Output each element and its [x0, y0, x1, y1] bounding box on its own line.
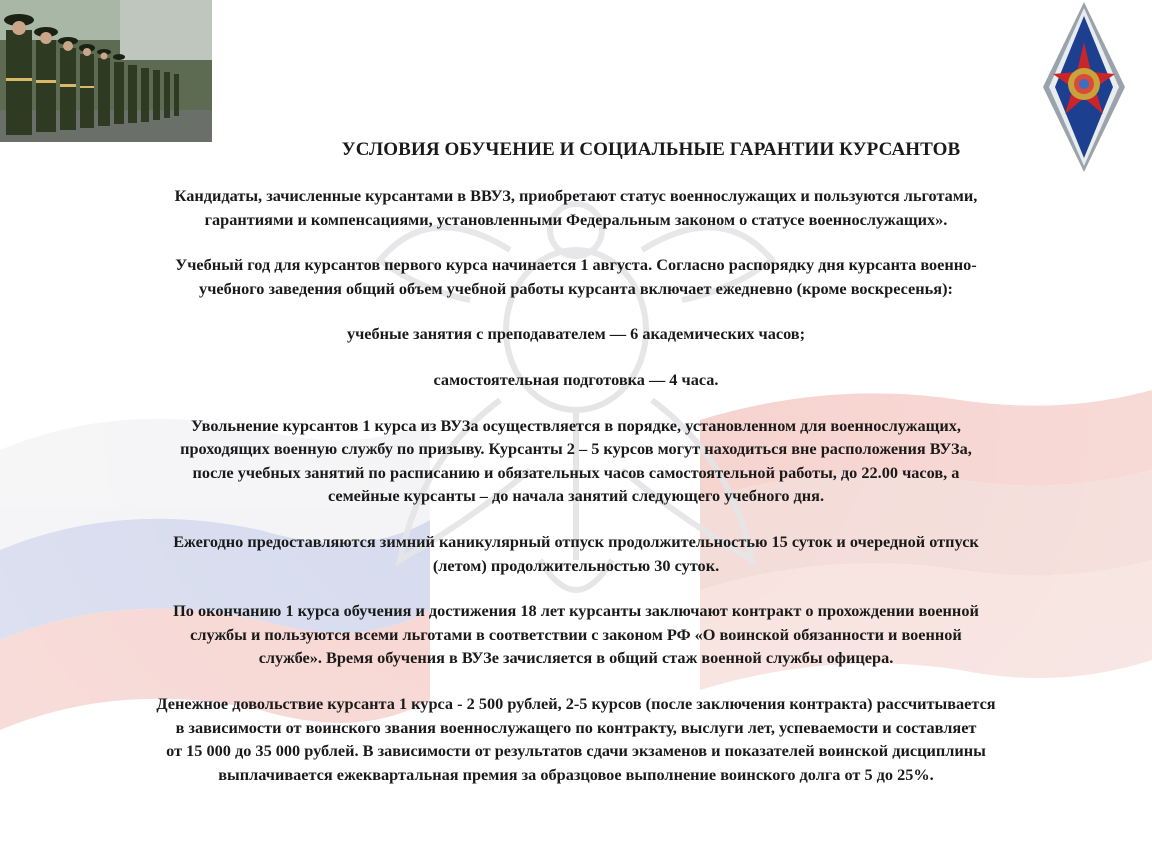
- paragraph-vacation: Ежегодно предоставляются зимний каникулярный отпуск продолжительностью 15 суток и очередной отпуск (летом) продолжительностью 30 суток.: [173, 531, 979, 575]
- paragraph-academic-year: Учебный год для курсантов первого курса начинается 1 августа. Согласно распорядку дня курсанта военно- учебного заведения общий объем учебной работы курсанта включает ежедневно (кроме воскресенья):: [175, 255, 977, 298]
- paragraph-leave: Увольнение курсантов 1 курса из ВУЗа осуществляется в порядке, установленном для военнослужащих, проходящих военную службу по призыву. Курсанты 2 – 5 курсов могут находиться вне расположения ВУЗа, после учебных занятий по расписанию и обязательных часов самостоятельной работы, до 22.00 часов, а семейные курсанты – до начала занятий следующего учебного дня.: [180, 415, 972, 506]
- document-body: [60, 138, 1092, 806]
- paragraph-contract: По окончанию 1 курса обучения и достижения 18 лет курсанты заключают контракт о прохождении военной службы и пользуются всеми льготами в соответствии с законом РФ «О воинской обязанности и военной службе». Время обучения в ВУЗе зачисляется в общий стаж военной службы офицера.: [173, 601, 979, 668]
- paragraph-allowance: Денежное довольствие курсанта 1 курса - 2 500 рублей, 2-5 курсов (после заключения контракта) рассчитывается в зависимости от воинского звания военнослужащего по контракту, выслуги лет, успеваемости и составляет от 15 000 до 35 000 рублей. В зависимости от результатов сдачи экзаменов и показателей воинской дисциплины выплачивается ежеквартальная премия за образцовое выполнение воинского долга от 5 до 25%.: [156, 693, 996, 784]
- paragraph-lessons: учебные занятия с преподавателем — 6 академических часов;: [346, 324, 806, 344]
- paragraph-self-study: самостоятельная подготовка — 4 часа.: [433, 369, 719, 389]
- page-title: УСЛОВИЯ ОБУЧЕНИЕ И СОЦИАЛЬНЫЕ ГАРАНТИИ КУРСАНТОВ: [341, 139, 961, 160]
- paragraph-status: Кандидаты, зачисленные курсантами в ВВУЗ, приобретают статус военнослужащих и пользуются льготами, гарантиями и компенсациями, установленными Федеральным законом о статусе военнослужащих».: [174, 186, 978, 229]
- cadets-photo: [0, 0, 212, 142]
